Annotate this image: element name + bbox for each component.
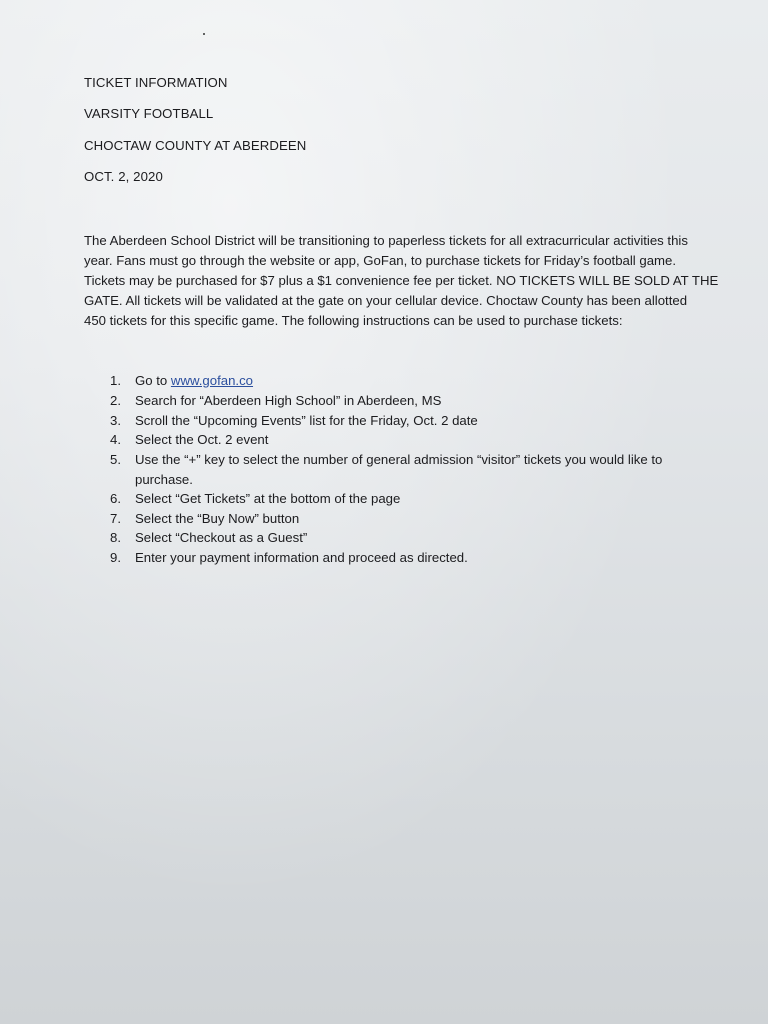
paragraph-line: The Aberdeen School District will be transitioning to paperless tickets for all extracurricular activities this xyxy=(84,233,688,248)
step-number: 1. xyxy=(110,373,121,388)
instruction-step-6 xyxy=(110,491,400,506)
instruction-step-5-continuation: purchase. xyxy=(135,472,193,487)
paragraph-line: 450 tickets for this specific game. The following instructions can be used to purchase tickets: xyxy=(84,313,623,328)
step-number: 9. xyxy=(110,550,121,565)
paragraph-line: year. Fans must go through the website or app, GoFan, to purchase tickets for Friday’s football game. xyxy=(84,253,677,268)
instruction-step-8 xyxy=(110,530,307,545)
step-text: Select the “Buy Now” button xyxy=(135,511,300,526)
step-text: Search for “Aberdeen High School” in Aberdeen, MS xyxy=(135,393,442,408)
step-number: 7. xyxy=(110,511,121,526)
instruction-step-9 xyxy=(110,550,468,565)
step-text: Select “Checkout as a Guest” xyxy=(135,530,308,545)
title-ticket-information: TICKET INFORMATION xyxy=(84,75,228,90)
paragraph-line: Tickets may be purchased for $7 plus a $1 convenience fee per ticket. NO TICKETS WILL BE SOLD AT THE xyxy=(84,273,719,288)
step-text: Select “Get Tickets” at the bottom of the page xyxy=(135,491,401,506)
title-date: OCT. 2, 2020 xyxy=(84,169,163,184)
step-text: Scroll the “Upcoming Events” list for the Friday, Oct. 2 date xyxy=(135,413,478,428)
instruction-step-5 xyxy=(110,452,662,467)
gofan-link[interactable]: www.gofan.co xyxy=(170,373,254,388)
step-number: 3. xyxy=(110,413,121,428)
step-text: Use the “+” key to select the number of general admission “visitor” tickets you would like to xyxy=(135,452,663,467)
instruction-step-2 xyxy=(110,393,441,408)
instruction-step-4 xyxy=(110,432,268,447)
title-event-type: VARSITY FOOTBALL xyxy=(84,106,214,121)
step-number: 2. xyxy=(110,393,121,408)
step-number: 5. xyxy=(110,452,121,467)
step-number: 8. xyxy=(110,530,121,545)
paragraph-line: GATE. All tickets will be validated at the gate on your cellular device. Choctaw County has been allotted xyxy=(84,293,688,308)
step-text: Go to xyxy=(135,373,171,388)
title-matchup: CHOCTAW COUNTY AT ABERDEEN xyxy=(84,138,307,153)
instruction-step-3 xyxy=(110,413,478,428)
step-text: Enter your payment information and proceed as directed. xyxy=(135,550,468,565)
instruction-step-7 xyxy=(110,511,299,526)
instruction-step-1 xyxy=(110,373,253,388)
step-number: 4. xyxy=(110,432,121,447)
paper-speck xyxy=(203,33,205,35)
step-text: Select the Oct. 2 event xyxy=(135,432,269,447)
step-number: 6. xyxy=(110,491,121,506)
